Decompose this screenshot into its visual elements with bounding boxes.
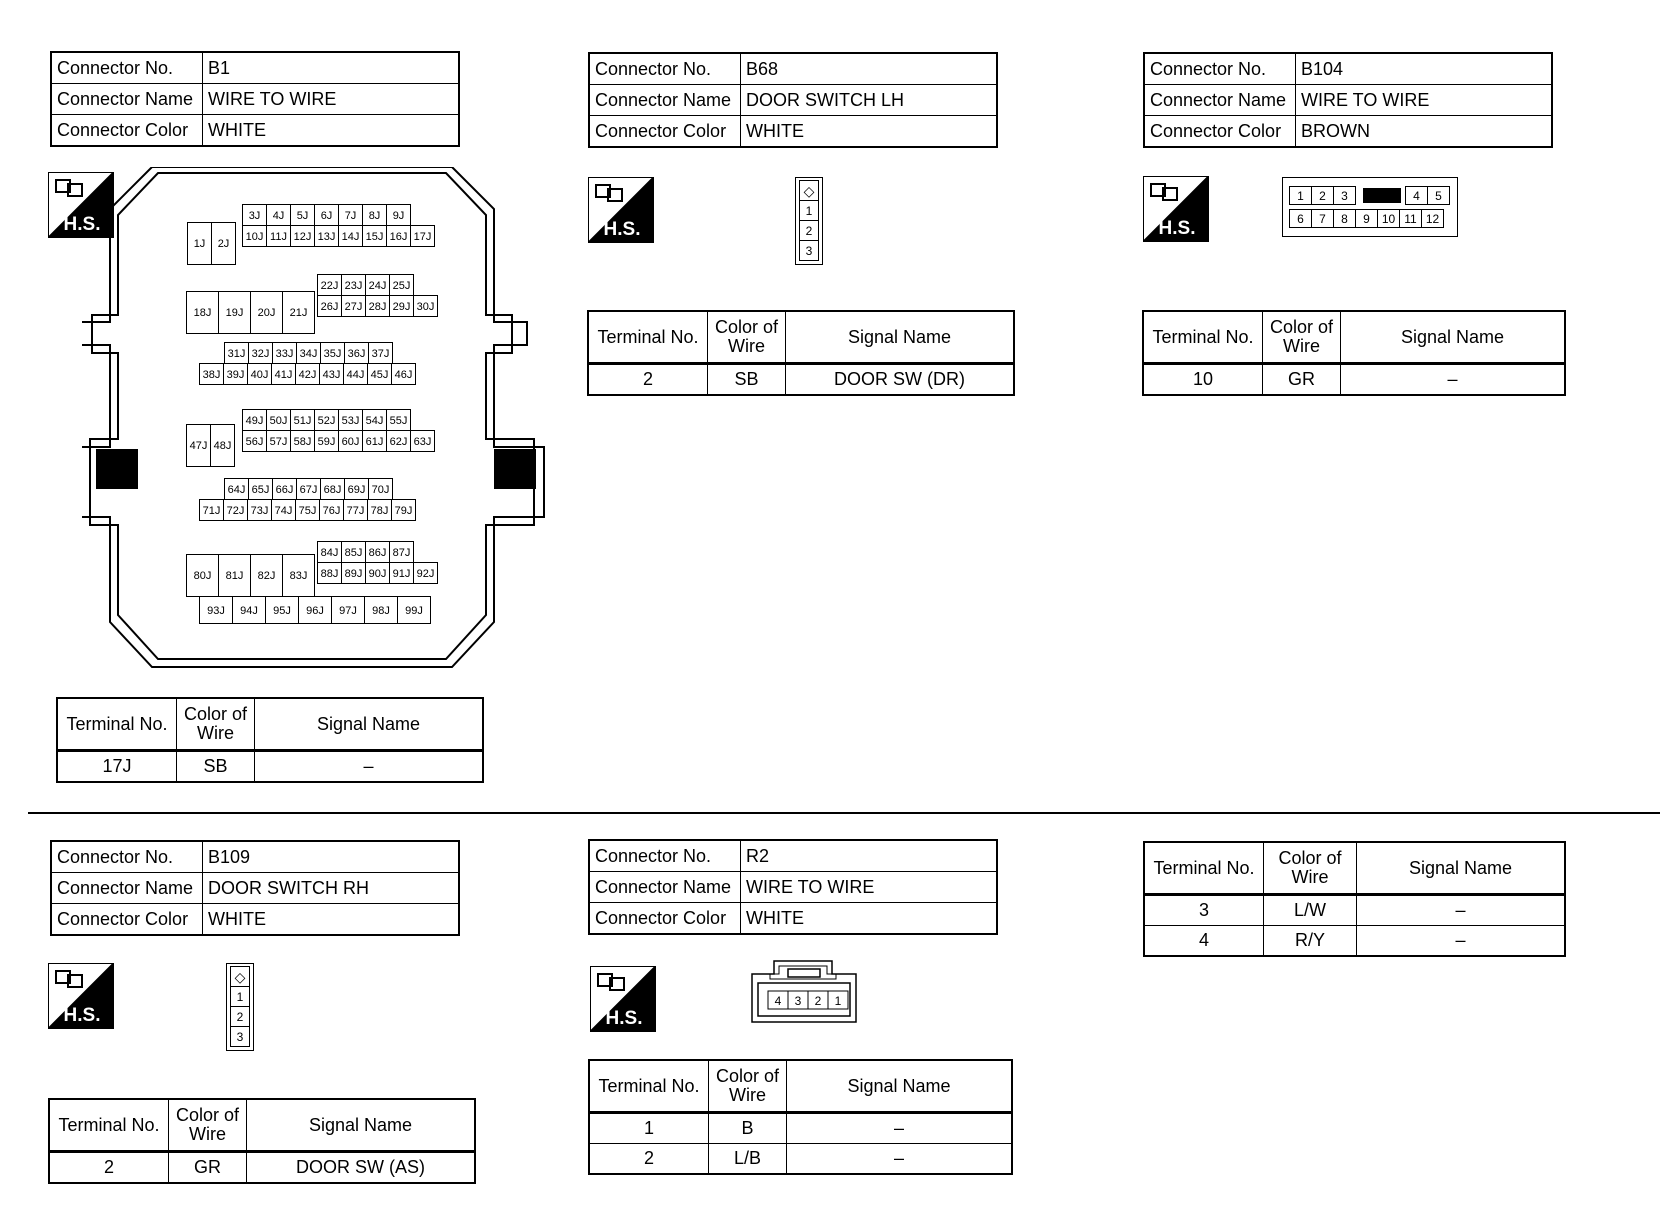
pin: 2 (230, 1006, 250, 1027)
pin: 73J (247, 499, 272, 521)
pin: 4J (266, 204, 291, 226)
pin: 63J (410, 430, 435, 452)
pin: 58J (290, 430, 315, 452)
pin: 80J (186, 554, 219, 597)
pin: 11 (1399, 209, 1422, 228)
pin: 3J (242, 204, 267, 226)
r2-color: WHITE (741, 903, 998, 935)
b68-name: DOOR SWITCH LH (741, 85, 998, 116)
pin: 77J (343, 499, 368, 521)
pin: 70J (368, 478, 393, 500)
lock-diamond-icon: ◇ (799, 180, 819, 201)
svg-text:H.S.: H.S. (603, 219, 641, 240)
pin: 81J (218, 554, 251, 597)
pin: 89J (341, 562, 366, 584)
pin: 94J (232, 596, 266, 624)
pin: 9J (386, 204, 411, 226)
th-terminal-no: Terminal No. (1144, 842, 1264, 895)
terminal-no: 3 (1144, 895, 1264, 926)
pin: 41J (271, 363, 296, 385)
pin: 62J (386, 430, 411, 452)
pin: 88J (317, 562, 342, 584)
pin: 3 (1333, 186, 1356, 205)
pin: 38J (199, 363, 224, 385)
svg-text:1: 1 (834, 994, 842, 1008)
svg-text:H.S.: H.S. (63, 1005, 101, 1026)
pin: 23J (341, 274, 366, 296)
label-connector-name: Connector Name (589, 85, 741, 116)
pin: 66J (272, 478, 297, 500)
pin: 72J (223, 499, 248, 521)
pin: 93J (199, 596, 233, 624)
pin: 82J (250, 554, 283, 597)
b68-no: B68 (741, 53, 998, 85)
signal-name: – (255, 751, 484, 783)
terminal-no: 4 (1144, 926, 1264, 957)
pin: 15J (362, 225, 387, 247)
pin: 19J (218, 291, 251, 334)
pin: 46J (391, 363, 416, 385)
pin: 57J (266, 430, 291, 452)
label-connector-color: Connector Color (1144, 116, 1296, 148)
pin: 45J (367, 363, 392, 385)
pin: 2J (211, 222, 236, 265)
pin: 5J (290, 204, 315, 226)
th-color-of-wire: Color of Wire (709, 1060, 787, 1113)
svg-text:H.S.: H.S. (63, 214, 101, 235)
label-connector-color: Connector Color (51, 904, 203, 936)
harness-side-icon (588, 177, 654, 243)
pin: 8J (362, 204, 387, 226)
pin: 68J (320, 478, 345, 500)
b1-name: WIRE TO WIRE (203, 84, 460, 115)
table-row (57, 751, 483, 783)
th-signal-name: Signal Name (247, 1099, 476, 1152)
table-row (589, 1144, 1012, 1175)
th-color-of-wire: Color of Wire (708, 311, 786, 364)
pin: 87J (389, 541, 414, 563)
pin: 26J (317, 295, 342, 317)
wire-color: SB (708, 364, 786, 396)
pin: 6 (1289, 209, 1312, 228)
pin: 59J (314, 430, 339, 452)
pin: 56J (242, 430, 267, 452)
wire-color: L/B (709, 1144, 787, 1175)
pin: 65J (248, 478, 273, 500)
th-signal-name: Signal Name (786, 311, 1015, 364)
b1-no: B1 (203, 52, 460, 84)
b104-color: BROWN (1296, 116, 1553, 148)
terminal-no: 1 (589, 1113, 709, 1144)
pin: 9 (1355, 209, 1378, 228)
b109-no: B109 (203, 841, 460, 873)
svg-text:3: 3 (794, 994, 802, 1008)
pin: 40J (247, 363, 272, 385)
pin: 35J (320, 342, 345, 364)
pin: 34J (296, 342, 321, 364)
terminal-no: 2 (588, 364, 708, 396)
pin: 1J (187, 222, 212, 265)
th-color-of-wire: Color of Wire (1264, 842, 1357, 895)
signal-name: – (1341, 364, 1566, 396)
r2-connector-face (750, 960, 860, 1024)
label-connector-no: Connector No. (51, 841, 203, 873)
pin: 1 (1289, 186, 1312, 205)
svg-text:H.S.: H.S. (1158, 218, 1196, 239)
blocked-cavity (1363, 188, 1401, 203)
th-terminal-no: Terminal No. (1143, 311, 1263, 364)
pin: 16J (386, 225, 411, 247)
pin: 84J (317, 541, 342, 563)
pin: 48J (210, 424, 235, 467)
harness-side-icon (1143, 176, 1209, 242)
pin: 85J (341, 541, 366, 563)
table-row (589, 1113, 1012, 1144)
label-connector-color: Connector Color (589, 903, 741, 935)
pin: 20J (250, 291, 283, 334)
b104-connector-face (1282, 177, 1458, 237)
pin: 95J (265, 596, 299, 624)
pin: 55J (386, 409, 411, 431)
wire-color: SB (177, 751, 255, 783)
label-connector-name: Connector Name (51, 873, 203, 904)
pin: 14J (338, 225, 363, 247)
r2-no: R2 (741, 840, 998, 872)
b1-terminal-table (56, 697, 484, 783)
b104-no: B104 (1296, 53, 1553, 85)
pin: 25J (389, 274, 414, 296)
table-row (588, 364, 1014, 396)
b109-terminal-table (48, 1098, 476, 1184)
b104-terminal-table (1142, 310, 1566, 396)
pin: 31J (224, 342, 249, 364)
signal-name: DOOR SW (DR) (786, 364, 1015, 396)
harness-side-icon (48, 963, 114, 1029)
pin: 53J (338, 409, 363, 431)
pin: 98J (364, 596, 398, 624)
pin: 51J (290, 409, 315, 431)
pin: 7J (338, 204, 363, 226)
pin: 99J (397, 596, 431, 624)
wire-color: B (709, 1113, 787, 1144)
pin: 42J (295, 363, 320, 385)
pin: 5 (1427, 186, 1450, 205)
pin: 30J (413, 295, 438, 317)
pin: 28J (365, 295, 390, 317)
svg-text:H.S.: H.S. (605, 1008, 643, 1029)
th-signal-name: Signal Name (1341, 311, 1566, 364)
b104-connector-info (1143, 52, 1553, 148)
b68-connector-info (588, 52, 998, 148)
th-signal-name: Signal Name (787, 1060, 1013, 1113)
pin: 54J (362, 409, 387, 431)
r2-connector-info (588, 839, 998, 935)
pin: 83J (282, 554, 315, 597)
pin: 61J (362, 430, 387, 452)
pin: 12J (290, 225, 315, 247)
b68-color: WHITE (741, 116, 998, 148)
signal-name: DOOR SW (AS) (247, 1152, 476, 1184)
terminal-no: 2 (49, 1152, 169, 1184)
pin: 13J (314, 225, 339, 247)
pin: 69J (344, 478, 369, 500)
pin: 37J (368, 342, 393, 364)
pin: 3 (230, 1026, 250, 1047)
label-connector-no: Connector No. (589, 840, 741, 872)
b1-connector-info (50, 51, 460, 147)
pin: 92J (413, 562, 438, 584)
label-connector-name: Connector Name (1144, 85, 1296, 116)
pin: 43J (319, 363, 344, 385)
wire-color: GR (169, 1152, 247, 1184)
table-row (1144, 895, 1565, 926)
pin: 79J (391, 499, 416, 521)
pin: 49J (242, 409, 267, 431)
wire-color: R/Y (1264, 926, 1357, 957)
signal-name: – (787, 1144, 1013, 1175)
table-row (49, 1152, 475, 1184)
label-connector-color: Connector Color (51, 115, 203, 147)
pin: 17J (410, 225, 435, 247)
pin: 8 (1333, 209, 1356, 228)
pin: 10 (1377, 209, 1400, 228)
th-terminal-no: Terminal No. (588, 311, 708, 364)
pin: 27J (341, 295, 366, 317)
pin: 52J (314, 409, 339, 431)
pin: 11J (266, 225, 291, 247)
pin: 32J (248, 342, 273, 364)
th-signal-name: Signal Name (1357, 842, 1566, 895)
terminal-no: 2 (589, 1144, 709, 1175)
pin: 4 (1405, 186, 1428, 205)
pin: 2 (799, 220, 819, 241)
pin: 1 (799, 200, 819, 221)
pin: 78J (367, 499, 392, 521)
th-color-of-wire: Color of Wire (169, 1099, 247, 1152)
pin: 76J (319, 499, 344, 521)
terminal-no: 17J (57, 751, 177, 783)
label-connector-no: Connector No. (51, 52, 203, 84)
pin: 74J (271, 499, 296, 521)
terminal-no: 10 (1143, 364, 1263, 396)
signal-name: – (1357, 926, 1566, 957)
pin: 36J (344, 342, 369, 364)
pin: 90J (365, 562, 390, 584)
pin: 50J (266, 409, 291, 431)
table-row (1144, 926, 1565, 957)
pin: 97J (331, 596, 365, 624)
section-divider (28, 812, 1660, 814)
r2-terminal-table (588, 1059, 1013, 1175)
r2-name: WIRE TO WIRE (741, 872, 998, 903)
wire-color: L/W (1264, 895, 1357, 926)
pin: 86J (365, 541, 390, 563)
b109-connector-info (50, 840, 460, 936)
lock-diamond-icon: ◇ (230, 966, 250, 987)
pin: 7 (1311, 209, 1334, 228)
label-connector-no: Connector No. (589, 53, 741, 85)
pin: 39J (223, 363, 248, 385)
pin: 71J (199, 499, 224, 521)
pin: 64J (224, 478, 249, 500)
th-terminal-no: Terminal No. (57, 698, 177, 751)
r2-continued-terminal-table (1143, 841, 1566, 957)
b109-color: WHITE (203, 904, 460, 936)
pin: 47J (186, 424, 211, 467)
svg-text:2: 2 (814, 994, 822, 1008)
th-terminal-no: Terminal No. (49, 1099, 169, 1152)
pin: 1 (230, 986, 250, 1007)
b68-terminal-table (587, 310, 1015, 396)
signal-name: – (1357, 895, 1566, 926)
pin: 3 (799, 240, 819, 261)
pin: 96J (298, 596, 332, 624)
b109-connector-face (226, 963, 254, 1051)
pin: 44J (343, 363, 368, 385)
pin: 75J (295, 499, 320, 521)
pin: 33J (272, 342, 297, 364)
pin: 6J (314, 204, 339, 226)
wire-color: GR (1263, 364, 1341, 396)
pin: 60J (338, 430, 363, 452)
label-connector-name: Connector Name (51, 84, 203, 115)
pin: 22J (317, 274, 342, 296)
label-connector-no: Connector No. (1144, 53, 1296, 85)
b109-name: DOOR SWITCH RH (203, 873, 460, 904)
pin: 10J (242, 225, 267, 247)
label-connector-color: Connector Color (589, 116, 741, 148)
th-terminal-no: Terminal No. (589, 1060, 709, 1113)
pin: 91J (389, 562, 414, 584)
pin: 24J (365, 274, 390, 296)
pin: 29J (389, 295, 414, 317)
signal-name: – (787, 1113, 1013, 1144)
pin: 12 (1421, 209, 1444, 228)
pin: 18J (186, 291, 219, 334)
harness-side-icon (590, 966, 656, 1032)
b104-name: WIRE TO WIRE (1296, 85, 1553, 116)
pin: 67J (296, 478, 321, 500)
b1-color: WHITE (203, 115, 460, 147)
table-row (1143, 364, 1565, 396)
th-signal-name: Signal Name (255, 698, 484, 751)
svg-text:4: 4 (774, 994, 782, 1008)
b68-connector-face (795, 177, 823, 265)
pin: 2 (1311, 186, 1334, 205)
pin: 21J (282, 291, 315, 334)
th-color-of-wire: Color of Wire (1263, 311, 1341, 364)
label-connector-name: Connector Name (589, 872, 741, 903)
th-color-of-wire: Color of Wire (177, 698, 255, 751)
